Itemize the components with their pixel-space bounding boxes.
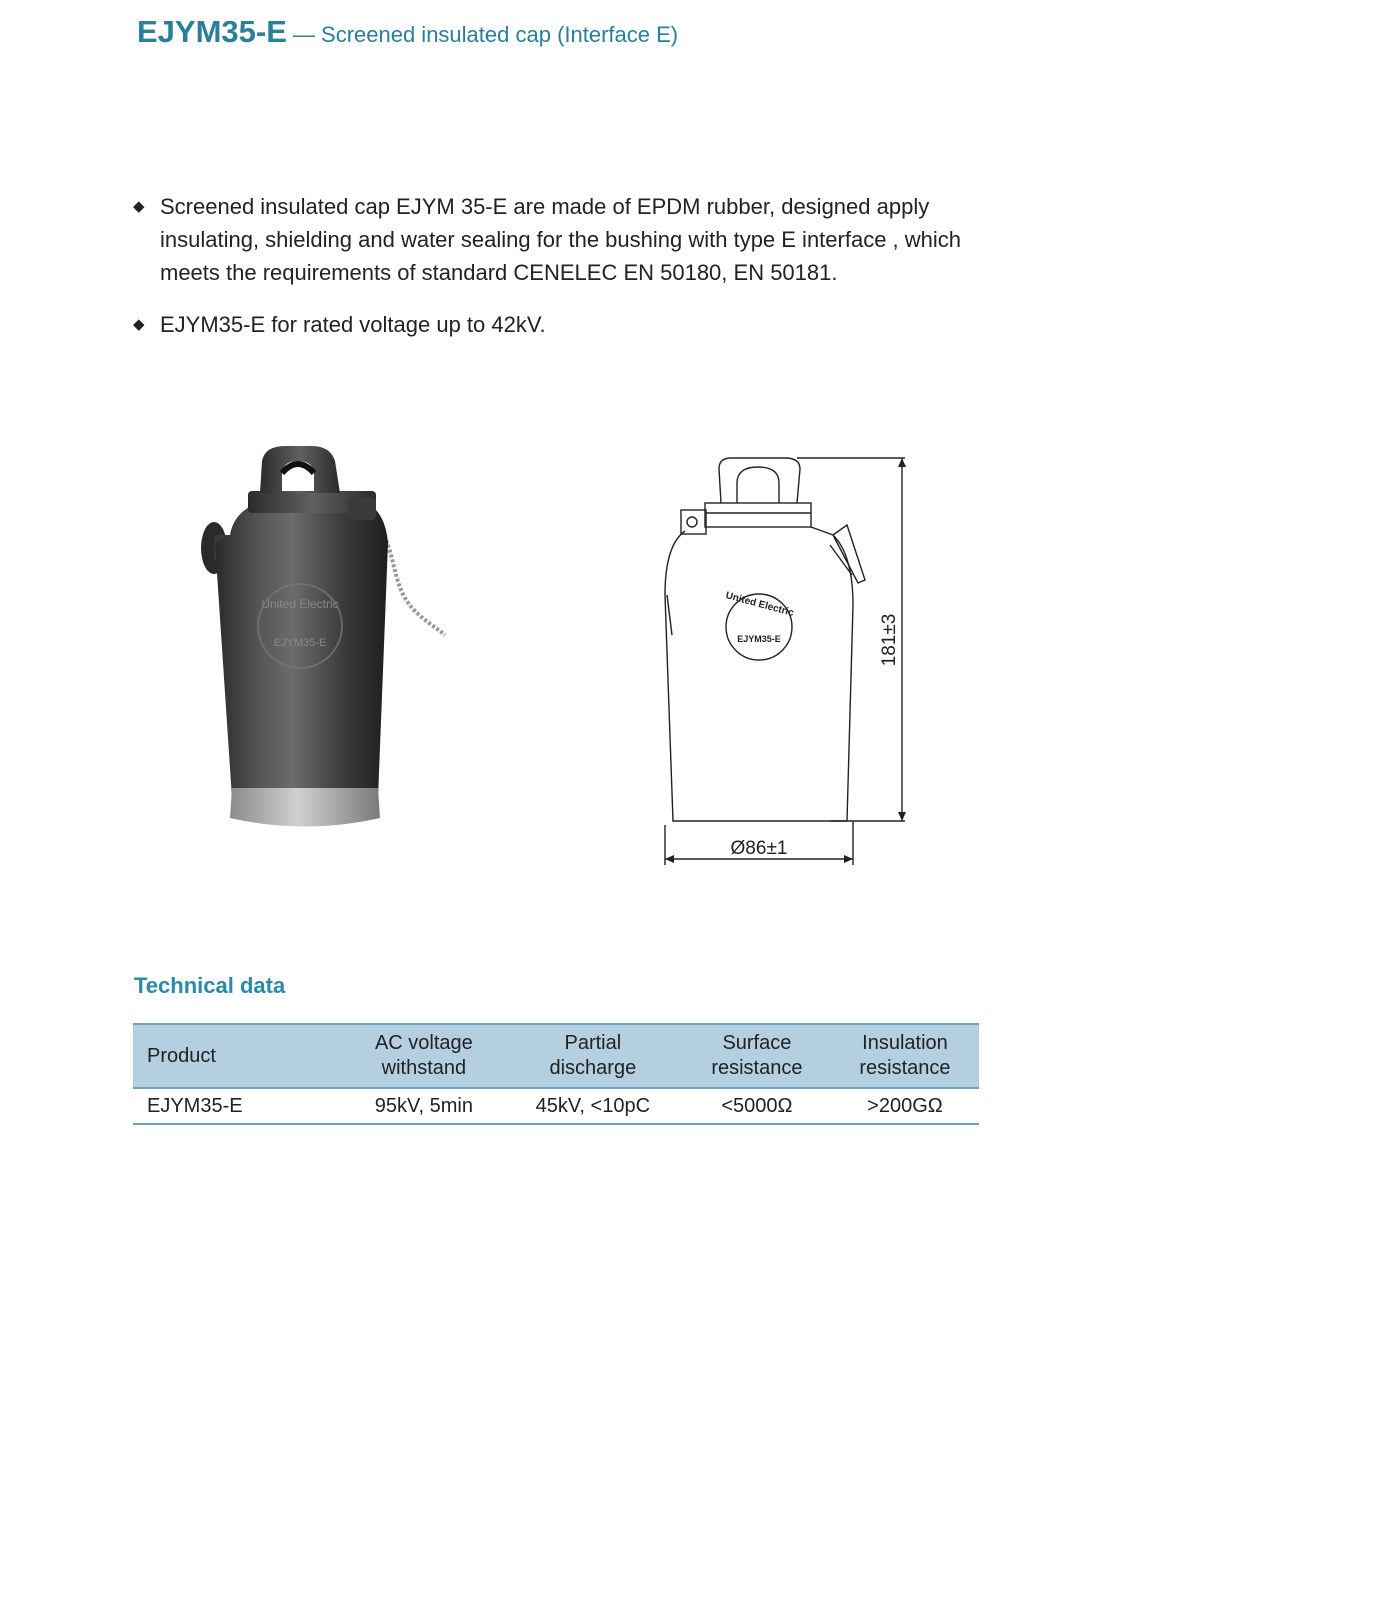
- table-cell: 95kV, 5min: [345, 1088, 503, 1124]
- table-cell: <5000Ω: [683, 1088, 831, 1124]
- height-dimension-label: 181±3: [879, 613, 900, 667]
- photo-logo-arc: United Electric: [261, 597, 339, 611]
- photo-logo-model: EJYM35-E: [273, 637, 327, 649]
- diamond-icon: ◆: [133, 198, 145, 215]
- model-subtitle: — Screened insulated cap (Interface E): [292, 22, 679, 47]
- diamond-icon: ◆: [133, 316, 145, 333]
- table-header-row: [133, 1024, 979, 1088]
- product-photo: [190, 443, 460, 838]
- feature-item: [133, 190, 1013, 289]
- technical-data-heading: Technical data: [134, 973, 286, 998]
- feature-text: EJYM35-E for rated voltage up to 42kV.: [160, 312, 546, 337]
- feature-item: [133, 308, 1013, 341]
- technical-data-table: [133, 1023, 979, 1125]
- table-cell: 45kV, <10pC: [503, 1088, 683, 1124]
- table-cell: EJYM35-E: [133, 1088, 345, 1124]
- feature-text: Screened insulated cap EJYM 35-E are made of EPDM rubber, designed apply insulating, shielding and water sealing for the bushing with type E interface , which meets the requirements of standard CENELEC EN 50180, EN 50181.: [160, 194, 962, 285]
- diameter-dimension-label: Ø86±1: [730, 838, 788, 859]
- column-header: Insulation resistance: [859, 1032, 951, 1079]
- table-cell: >200GΩ: [831, 1088, 979, 1124]
- page-title: [137, 14, 678, 50]
- column-header: AC voltage withstand: [374, 1032, 473, 1079]
- drawing-logo-arc: United Electric: [724, 590, 795, 619]
- table-row: [133, 1088, 979, 1124]
- feature-list: [133, 190, 1013, 360]
- column-header: Partial discharge: [549, 1032, 637, 1079]
- drawing-logo-model: EJYM35-E: [737, 634, 781, 644]
- model-name: EJYM35-E: [137, 14, 287, 49]
- dimension-drawing: [655, 455, 935, 885]
- column-header: Product: [147, 1044, 216, 1067]
- column-header: Surface resistance: [711, 1032, 803, 1079]
